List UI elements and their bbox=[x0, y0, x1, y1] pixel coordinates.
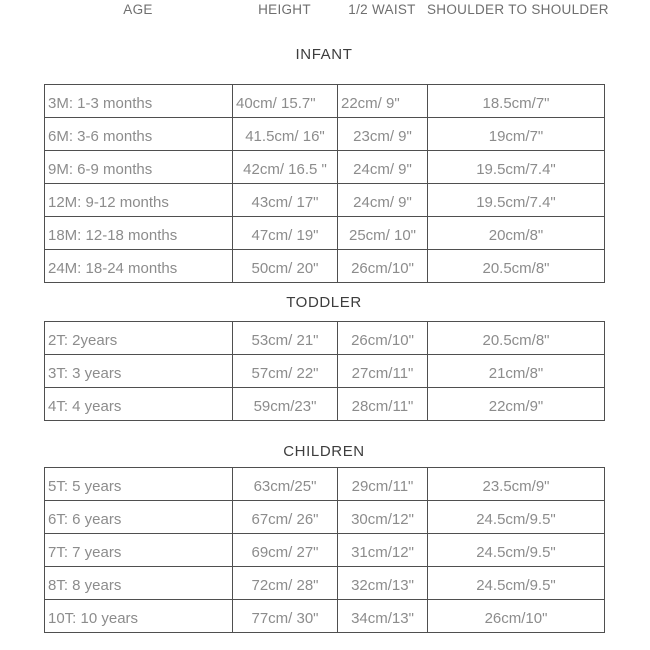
table-row bbox=[45, 355, 605, 388]
sections bbox=[44, 47, 650, 633]
waist-cell: 31cm/12" bbox=[338, 534, 428, 567]
age-cell: 24M: 18-24 months bbox=[45, 250, 233, 283]
shoulder-cell: 20.5cm/8" bbox=[428, 250, 605, 283]
table-row bbox=[45, 184, 605, 217]
waist-cell: 29cm/11" bbox=[338, 468, 428, 501]
table-row bbox=[45, 118, 605, 151]
column-header-height: HEIGHT bbox=[258, 2, 311, 17]
section-title: TODDLER bbox=[286, 294, 362, 311]
waist-cell: 34cm/13" bbox=[338, 600, 428, 633]
waist-cell: 24cm/ 9" bbox=[338, 151, 428, 184]
waist-cell: 30cm/12" bbox=[338, 501, 428, 534]
shoulder-cell: 24.5cm/9.5" bbox=[428, 567, 605, 600]
size-section bbox=[44, 47, 650, 283]
height-cell: 69cm/ 27" bbox=[233, 534, 338, 567]
size-section bbox=[44, 295, 650, 421]
size-table bbox=[44, 321, 605, 421]
size-table bbox=[44, 84, 605, 283]
table-row bbox=[45, 534, 605, 567]
age-cell: 6T: 6 years bbox=[45, 501, 233, 534]
height-cell: 43cm/ 17" bbox=[233, 184, 338, 217]
table-row bbox=[45, 388, 605, 421]
age-cell: 10T: 10 years bbox=[45, 600, 233, 633]
column-header-shoulder: SHOULDER TO SHOULDER bbox=[427, 2, 609, 17]
height-cell: 59cm/23" bbox=[233, 388, 338, 421]
column-header-age: AGE bbox=[123, 2, 153, 17]
waist-cell: 23cm/ 9" bbox=[338, 118, 428, 151]
table-row bbox=[45, 151, 605, 184]
shoulder-cell: 19.5cm/7.4" bbox=[428, 151, 605, 184]
age-cell: 12M: 9-12 months bbox=[45, 184, 233, 217]
height-cell: 63cm/25" bbox=[233, 468, 338, 501]
shoulder-cell: 22cm/9" bbox=[428, 388, 605, 421]
table-row bbox=[45, 85, 605, 118]
age-cell: 7T: 7 years bbox=[45, 534, 233, 567]
waist-cell: 22cm/ 9" bbox=[338, 85, 428, 118]
waist-cell: 26cm/10" bbox=[338, 250, 428, 283]
age-cell: 9M: 6-9 months bbox=[45, 151, 233, 184]
shoulder-cell: 20.5cm/8" bbox=[428, 322, 605, 355]
shoulder-cell: 23.5cm/9" bbox=[428, 468, 605, 501]
height-cell: 57cm/ 22" bbox=[233, 355, 338, 388]
size-table bbox=[44, 467, 605, 633]
height-cell: 41.5cm/ 16" bbox=[233, 118, 338, 151]
age-cell: 18M: 12-18 months bbox=[45, 217, 233, 250]
table-row bbox=[45, 567, 605, 600]
height-cell: 47cm/ 19" bbox=[233, 217, 338, 250]
waist-cell: 28cm/11" bbox=[338, 388, 428, 421]
table-row bbox=[45, 322, 605, 355]
age-cell: 4T: 4 years bbox=[45, 388, 233, 421]
shoulder-cell: 24.5cm/9.5" bbox=[428, 501, 605, 534]
height-cell: 53cm/ 21" bbox=[233, 322, 338, 355]
waist-cell: 26cm/10" bbox=[338, 322, 428, 355]
column-header-waist: 1/2 WAIST bbox=[348, 2, 416, 17]
section-title: CHILDREN bbox=[283, 443, 365, 460]
shoulder-cell: 20cm/8" bbox=[428, 217, 605, 250]
table-row bbox=[45, 501, 605, 534]
waist-cell: 32cm/13" bbox=[338, 567, 428, 600]
waist-cell: 27cm/11" bbox=[338, 355, 428, 388]
table-row bbox=[45, 600, 605, 633]
section-title: INFANT bbox=[295, 46, 353, 63]
height-cell: 40cm/ 15.7" bbox=[233, 85, 338, 118]
height-cell: 42cm/ 16.5 " bbox=[233, 151, 338, 184]
waist-cell: 25cm/ 10" bbox=[338, 217, 428, 250]
table-row bbox=[45, 250, 605, 283]
size-section bbox=[44, 444, 650, 633]
age-cell: 3T: 3 years bbox=[45, 355, 233, 388]
height-cell: 72cm/ 28" bbox=[233, 567, 338, 600]
waist-cell: 24cm/ 9" bbox=[338, 184, 428, 217]
column-header-row bbox=[44, 2, 609, 18]
age-cell: 6M: 3-6 months bbox=[45, 118, 233, 151]
shoulder-cell: 26cm/10" bbox=[428, 600, 605, 633]
age-cell: 3M: 1-3 months bbox=[45, 85, 233, 118]
table-row bbox=[45, 217, 605, 250]
height-cell: 50cm/ 20" bbox=[233, 250, 338, 283]
age-cell: 8T: 8 years bbox=[45, 567, 233, 600]
age-cell: 2T: 2years bbox=[45, 322, 233, 355]
height-cell: 67cm/ 26" bbox=[233, 501, 338, 534]
shoulder-cell: 21cm/8" bbox=[428, 355, 605, 388]
height-cell: 77cm/ 30" bbox=[233, 600, 338, 633]
age-cell: 5T: 5 years bbox=[45, 468, 233, 501]
table-row bbox=[45, 468, 605, 501]
shoulder-cell: 19cm/7" bbox=[428, 118, 605, 151]
shoulder-cell: 24.5cm/9.5" bbox=[428, 534, 605, 567]
shoulder-cell: 18.5cm/7" bbox=[428, 85, 605, 118]
shoulder-cell: 19.5cm/7.4" bbox=[428, 184, 605, 217]
